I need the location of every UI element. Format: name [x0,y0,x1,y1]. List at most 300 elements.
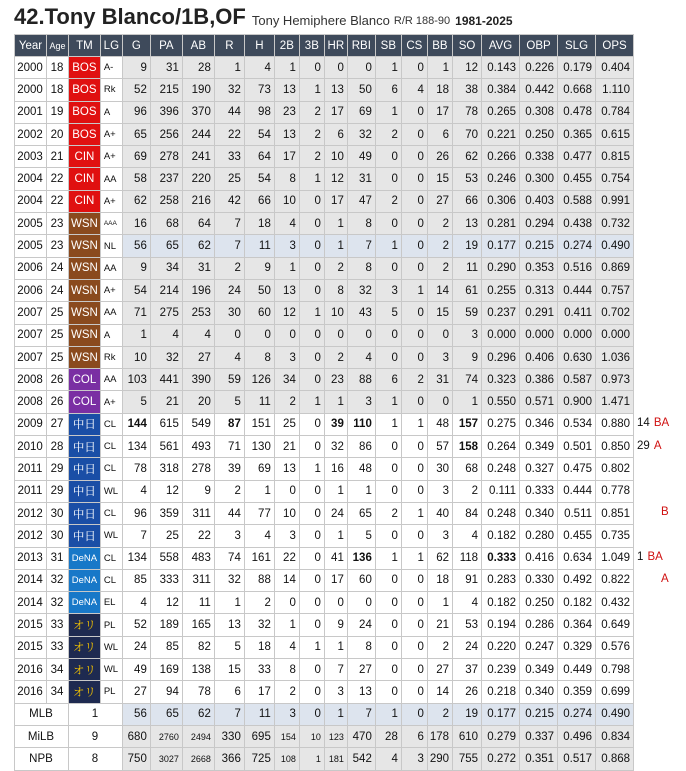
year-cell: 2016 [15,659,47,681]
year-cell: 2008 [15,369,47,391]
stat-3b: 0 [299,436,324,458]
total-slg: 0.496 [558,725,596,747]
age-cell: 22 [47,168,69,190]
stat-3b: 1 [299,302,324,324]
team-badge[interactable]: WSN [69,279,101,301]
stat-r: 1 [214,592,244,614]
col-header-ops[interactable]: OPS [596,35,634,57]
stat-ops: 0.784 [596,101,634,123]
stat-cs: 0 [401,681,427,703]
stat-3b: 0 [299,659,324,681]
stat-hr: 23 [324,369,347,391]
col-header-avg[interactable]: AVG [482,35,520,57]
year-cell: 2005 [15,213,47,235]
stat-obp: 0.346 [520,413,558,435]
col-header-r[interactable]: R [214,35,244,57]
stat-2b: 23 [274,101,299,123]
stat-slg: 0.588 [558,190,596,212]
stat-g: 56 [122,235,150,257]
stat-avg: 0.264 [482,436,520,458]
stat-r: 25 [214,168,244,190]
team-badge[interactable]: 中日 [69,525,101,547]
stat-rbi: 110 [347,413,375,435]
stat-2b: 13 [274,79,299,101]
season-row [15,659,634,681]
total-2b: 108 [274,748,299,770]
stat-g: 9 [122,57,150,79]
stat-hr: 10 [324,146,347,168]
stat-obp: 0.300 [520,168,558,190]
total-obp: 0.337 [520,725,558,747]
stat-hr: 1 [324,480,347,502]
season-row [15,413,634,435]
stat-r: 1 [214,57,244,79]
age-cell: 20 [47,123,69,145]
stat-cs: 0 [401,636,427,658]
stat-ops: 0.732 [596,213,634,235]
stat-obp: 0.327 [520,458,558,480]
stat-bb: 18 [427,569,452,591]
year-cell: 2013 [15,547,47,569]
stat-cs: 0 [401,391,427,413]
stat-sb: 2 [375,190,401,212]
league-cell: WL [100,636,122,658]
stat-3b: 1 [299,636,324,658]
stat-so: 24 [453,636,482,658]
stat-obp: 0.386 [520,369,558,391]
stat-rbi: 32 [347,279,375,301]
stat-rbi: 31 [347,168,375,190]
col-header-bb[interactable]: BB [427,35,452,57]
stats-table [14,34,634,771]
stat-r: 4 [214,346,244,368]
stat-rbi: 50 [347,79,375,101]
stat-sb: 0 [375,257,401,279]
col-header-2b[interactable]: 2B [274,35,299,57]
team-badge[interactable]: 中日 [69,436,101,458]
team-badge[interactable]: BOS [69,123,101,145]
stat-sb: 0 [375,636,401,658]
team-badge[interactable]: WSN [69,235,101,257]
totals-label: MiLB [15,725,69,747]
stat-ab: 493 [182,436,214,458]
stat-pa: 396 [150,101,182,123]
col-header-cs[interactable]: CS [401,35,427,57]
stat-r: 33 [214,146,244,168]
stat-hr: 6 [324,123,347,145]
team-badge[interactable]: オリ [69,681,101,703]
col-header-3b[interactable]: 3B [299,35,324,57]
total-r: 330 [214,725,244,747]
team-badge[interactable]: 中日 [69,413,101,435]
stat-slg: 0.444 [558,480,596,502]
stat-bb: 2 [427,257,452,279]
season-row [15,458,634,480]
team-badge[interactable]: DeNA [69,569,101,591]
stat-hr: 24 [324,502,347,524]
league-cell: CL [100,413,122,435]
col-header-year[interactable]: Year [15,35,47,57]
total-ops: 0.490 [596,703,634,725]
year-cell: 2001 [15,101,47,123]
stat-ops: 0.851 [596,502,634,524]
col-header-hr[interactable]: HR [324,35,347,57]
stat-pa: 215 [150,79,182,101]
stat-3b: 0 [299,369,324,391]
col-header-so[interactable]: SO [453,35,482,57]
stat-avg: 0.182 [482,525,520,547]
stat-g: 71 [122,302,150,324]
age-cell: 32 [47,592,69,614]
col-header-rbi[interactable]: RBI [347,35,375,57]
stat-bb: 26 [427,146,452,168]
team-badge[interactable]: WSN [69,346,101,368]
stat-slg: 0.900 [558,391,596,413]
age-cell: 18 [47,57,69,79]
totals-row [15,748,634,770]
stat-cs: 0 [401,302,427,324]
team-badge[interactable]: 中日 [69,502,101,524]
stat-so: 78 [453,101,482,123]
stat-ab: 31 [182,257,214,279]
col-header-tm[interactable]: TM [69,35,101,57]
stat-rbi: 0 [347,324,375,346]
stat-slg: 0.630 [558,346,596,368]
stat-obp: 0.291 [520,302,558,324]
season-row [15,57,634,79]
team-badge[interactable]: WSN [69,257,101,279]
league-cell: PL [100,681,122,703]
stat-h: 8 [244,346,274,368]
team-badge[interactable]: COL [69,369,101,391]
award-note [637,551,663,563]
team-badge[interactable]: CIN [69,190,101,212]
stat-h: 77 [244,502,274,524]
stat-ab: 62 [182,235,214,257]
year-cell: 2011 [15,458,47,480]
age-cell: 22 [47,190,69,212]
total-sb: 28 [375,725,401,747]
stat-h: 17 [244,681,274,703]
stat-ab: 27 [182,346,214,368]
stat-pa: 258 [150,190,182,212]
team-badge[interactable]: COL [69,391,101,413]
stat-2b: 2 [274,681,299,703]
stat-ab: 190 [182,79,214,101]
total-sb: 4 [375,748,401,770]
stat-cs: 0 [401,346,427,368]
total-3b: 0 [299,703,324,725]
stat-r: 3 [214,525,244,547]
year-cell: 2016 [15,681,47,703]
col-header-obp[interactable]: OBP [520,35,558,57]
stat-3b: 0 [299,592,324,614]
col-header-lg[interactable]: LG [100,35,122,57]
stat-3b: 0 [299,547,324,569]
year-cell: 2012 [15,525,47,547]
season-row [15,279,634,301]
stat-cs: 0 [401,57,427,79]
stat-ops: 0.000 [596,324,634,346]
team-badge[interactable]: WSN [69,324,101,346]
stat-h: 126 [244,369,274,391]
stat-avg: 0.283 [482,569,520,591]
stat-2b: 3 [274,235,299,257]
stat-pa: 189 [150,614,182,636]
age-cell: 29 [47,458,69,480]
stat-3b: 1 [299,79,324,101]
stat-r: 42 [214,190,244,212]
stat-sb: 0 [375,569,401,591]
stat-hr: 16 [324,458,347,480]
stat-2b: 13 [274,458,299,480]
stat-avg: 0.218 [482,681,520,703]
season-row [15,681,634,703]
stat-slg: 0.000 [558,324,596,346]
col-header-slg[interactable]: SLG [558,35,596,57]
stat-cs: 0 [401,235,427,257]
col-header-sb[interactable]: SB [375,35,401,57]
stat-r: 0 [214,324,244,346]
stat-ab: 216 [182,190,214,212]
stat-3b: 0 [299,346,324,368]
stat-ops: 1.110 [596,79,634,101]
col-header-pa[interactable]: PA [150,35,182,57]
stat-r: 39 [214,458,244,480]
stat-cs: 4 [401,79,427,101]
team-badge[interactable]: オリ [69,636,101,658]
stat-cs: 1 [401,279,427,301]
total-hr: 1 [324,703,347,725]
stat-obp: 0.442 [520,79,558,101]
total-obp: 0.215 [520,703,558,725]
stat-2b: 10 [274,502,299,524]
team-badge[interactable]: CIN [69,146,101,168]
stat-ops: 0.649 [596,614,634,636]
totals-seasons: 9 [69,725,123,747]
stat-slg: 0.359 [558,681,596,703]
total-cs: 0 [401,703,427,725]
stat-hr: 3 [324,681,347,703]
stat-3b: 0 [299,681,324,703]
stat-slg: 0.516 [558,257,596,279]
stat-bb: 27 [427,190,452,212]
stat-bb: 40 [427,502,452,524]
year-cell: 2006 [15,279,47,301]
stat-3b: 1 [299,458,324,480]
league-cell: A+ [100,391,122,413]
stat-r: 71 [214,436,244,458]
stat-so: 61 [453,279,482,301]
stat-sb: 3 [375,279,401,301]
stat-so: 12 [453,57,482,79]
total-rbi: 542 [347,748,375,770]
stat-slg: 0.449 [558,659,596,681]
league-cell: A [100,101,122,123]
stat-avg: 0.246 [482,168,520,190]
team-badge[interactable]: DeNA [69,547,101,569]
year-cell: 2014 [15,592,47,614]
stat-obp: 0.286 [520,614,558,636]
stat-sb: 2 [375,123,401,145]
team-badge[interactable]: 中日 [69,480,101,502]
stat-cs: 0 [401,190,427,212]
stat-slg: 0.492 [558,569,596,591]
stat-ops: 0.880 [596,413,634,435]
season-row [15,614,634,636]
age-cell: 21 [47,146,69,168]
stat-sb: 1 [375,547,401,569]
stat-ab: 22 [182,525,214,547]
stat-so: 70 [453,123,482,145]
stat-bb: 2 [427,636,452,658]
stat-slg: 0.364 [558,614,596,636]
stat-hr: 17 [324,101,347,123]
team-badge[interactable]: CIN [69,168,101,190]
stat-ab: 20 [182,391,214,413]
age-cell: 34 [47,681,69,703]
stat-h: 60 [244,302,274,324]
stat-h: 2 [244,592,274,614]
league-cell: A+ [100,123,122,145]
team-badge[interactable]: WSN [69,213,101,235]
stat-pa: 615 [150,413,182,435]
age-cell: 31 [47,547,69,569]
col-header-age[interactable]: Age [47,35,69,57]
stat-avg: 0.000 [482,324,520,346]
team-badge[interactable]: BOS [69,101,101,123]
stat-h: 1 [244,480,274,502]
league-cell: A- [100,57,122,79]
league-cell: PL [100,614,122,636]
stat-3b: 2 [299,123,324,145]
stat-slg: 0.438 [558,213,596,235]
league-cell: AA [100,257,122,279]
total-bb: 178 [427,725,452,747]
year-cell: 2007 [15,346,47,368]
league-cell: WL [100,659,122,681]
stat-ops: 0.615 [596,123,634,145]
col-header-h[interactable]: H [244,35,274,57]
stat-obp: 0.403 [520,190,558,212]
league-cell: AA [100,369,122,391]
stat-g: 144 [122,413,150,435]
stat-obp: 0.308 [520,101,558,123]
stat-hr: 1 [324,525,347,547]
stat-so: 2 [453,480,482,502]
stat-cs: 1 [401,413,427,435]
stat-3b: 0 [299,413,324,435]
stat-slg: 0.478 [558,101,596,123]
stat-hr: 8 [324,279,347,301]
team-badge[interactable]: BOS [69,79,101,101]
stat-g: 4 [122,592,150,614]
stat-rbi: 60 [347,569,375,591]
total-cs: 6 [401,725,427,747]
stat-ab: 28 [182,57,214,79]
stat-bb: 31 [427,369,452,391]
stat-avg: 0.221 [482,123,520,145]
team-badge[interactable]: DeNA [69,592,101,614]
stat-2b: 1 [274,57,299,79]
stat-so: 38 [453,79,482,101]
season-row [15,213,634,235]
stat-r: 2 [214,257,244,279]
team-badge[interactable]: 中日 [69,458,101,480]
award-note [637,417,669,429]
stat-rbi: 5 [347,525,375,547]
stat-slg: 0.455 [558,168,596,190]
col-header-g[interactable]: G [122,35,150,57]
season-row [15,324,634,346]
stat-so: 59 [453,302,482,324]
age-cell: 27 [47,413,69,435]
stat-2b: 13 [274,279,299,301]
stat-g: 10 [122,346,150,368]
team-badge[interactable]: オリ [69,614,101,636]
stat-avg: 0.306 [482,190,520,212]
stat-pa: 25 [150,525,182,547]
league-cell: Rk [100,346,122,368]
stat-sb: 1 [375,413,401,435]
stat-obp: 0.338 [520,146,558,168]
season-row [15,123,634,145]
season-row [15,391,634,413]
stat-2b: 3 [274,525,299,547]
league-cell: A+ [100,190,122,212]
player-number-name: 42.Tony Blanco/1B,OF [14,4,246,29]
team-badge[interactable]: WSN [69,302,101,324]
stat-ab: 549 [182,413,214,435]
stat-r: 74 [214,547,244,569]
stat-cs: 0 [401,458,427,480]
season-row [15,369,634,391]
stat-2b: 21 [274,436,299,458]
stat-2b: 1 [274,257,299,279]
stat-avg: 0.220 [482,636,520,658]
stat-bb: 14 [427,681,452,703]
stat-avg: 0.194 [482,614,520,636]
stat-ops: 0.757 [596,279,634,301]
total-so: 610 [453,725,482,747]
bats-throws: R/R 188-90 [393,15,451,27]
stat-pa: 237 [150,168,182,190]
team-badge[interactable]: オリ [69,659,101,681]
total-2b: 3 [274,703,299,725]
stat-pa: 214 [150,279,182,301]
age-cell: 30 [47,502,69,524]
year-cell: 2000 [15,57,47,79]
stat-hr: 0 [324,57,347,79]
stat-bb: 6 [427,123,452,145]
total-bb: 290 [427,748,452,770]
stat-bb: 21 [427,614,452,636]
total-pa: 2760 [150,725,182,747]
stat-g: 16 [122,213,150,235]
stat-hr: 7 [324,659,347,681]
stat-hr: 2 [324,257,347,279]
stat-sb: 0 [375,436,401,458]
stat-avg: 0.237 [482,302,520,324]
stats-body [15,57,634,771]
total-3b: 10 [299,725,324,747]
col-header-ab[interactable]: AB [182,35,214,57]
team-badge[interactable]: BOS [69,57,101,79]
season-row [15,235,634,257]
award-type: B [661,506,669,519]
stat-h: 50 [244,279,274,301]
stat-2b: 22 [274,547,299,569]
